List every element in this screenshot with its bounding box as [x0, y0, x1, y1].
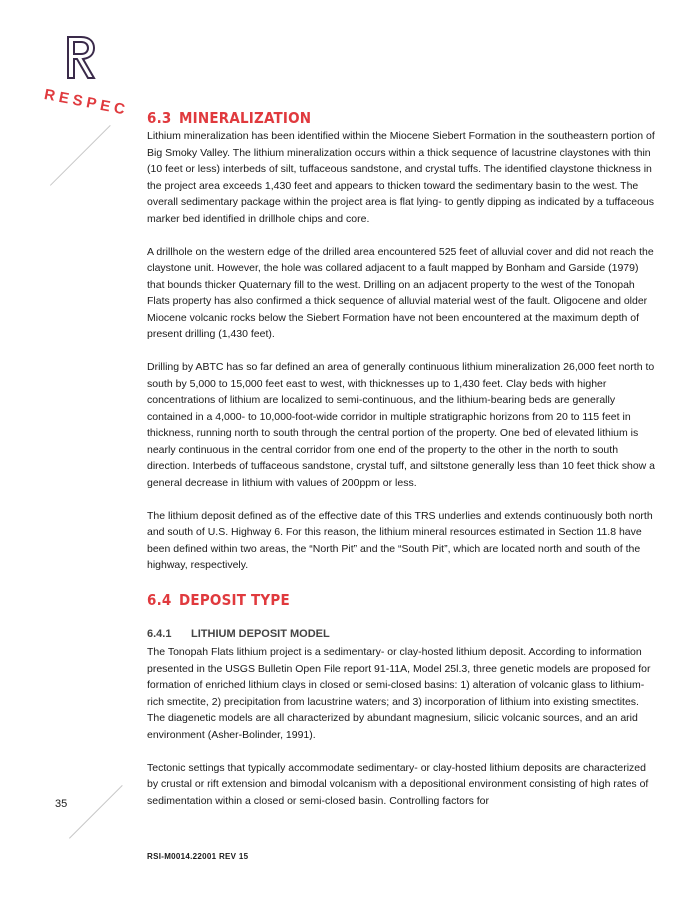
section-heading-deposit-type: 6.4 DEPOSIT TYPE	[147, 591, 290, 609]
paragraph: The Tonopah Flats lithium project is a sedimentary- or clay-hosted lithium deposit. According to information presented in the USGS Bulletin Open File report 91-11A, Model 25l.3, three genetic models are proposed for formation of enriched lithium clays in closed or semi-closed basins: 1) alteration of volcanic glass to lithium-rich smectite, 2) precipitation from lacustrine waters; and 3) incorporation of lithium into existing smectites. The diagenetic models are all characterized by abundant magnesium, silicic volcanic sources, and an arid environment (Asher-Bolinder, 1991).	[147, 646, 651, 741]
decorative-line	[69, 785, 123, 839]
page-number: 35	[55, 798, 68, 810]
paragraph: Lithium mineralization has been identified within the Miocene Siebert Formation in the southeastern portion of Big Smoky Valley. The lithium mineralization occurs within a thick sequence of lacustrine claystones with thin (10 feet or less) interbeds of silt, tuffaceous sandstone, and crystal tuffs. The identified claystone thickness in the project area exceeds 1,430 feet and appears to thicken toward the sedimentary basin to the west. The overall sedimentary package within the project area is flat lying- to gently dipping as indicated by a tuffaceous marker bed identified in drillhole chips and core.	[147, 130, 655, 225]
paragraph: Drilling by ABTC has so far defined an area of generally continuous lithium mineralization 26,000 feet north to south by 5,000 to 15,000 feet east to west, with thicknesses up to 1,430 feet. Clay beds with higher concentrations of lithium are localized to semi-continuous, and the lithium-bearing beds are generally contained in a 4,000- to 10,000-foot-wide corridor in multiple stratigraphic horizons from 20 to 115 feet in thickness, running north to south through the central portion of the property. One bed of elevated lithium is nearly continuous in the central corridor from one end of the property to the other in the north to south direction. Interbeds of tuffaceous sandstone, crystal tuff, and siltstone generally less than 10 feet thick show a general decrease in lithium with values of 200ppm or less.	[147, 361, 655, 489]
respec-logo	[42, 34, 131, 124]
section-heading-mineralization: 6.3 MINERALIZATION	[147, 109, 312, 127]
paragraph: The lithium deposit defined as of the effective date of this TRS underlies and extends continuously both north and south of U.S. Highway 6. For this reason, the lithium mineral resources estimated in Section 11.8 have been defined within two areas, the “North Pit” and the “South Pit”, which are located north and south of the highway, respectively.	[147, 509, 653, 571]
paragraph: Tectonic settings that typically accommodate sedimentary- or clay-hosted lithium deposits are characterized by crustal or rift extension and bimodal volcanism with a depositional environment consisting of high rates of sedimentation within a closed or semi-closed basin. Controlling factors for	[147, 761, 649, 807]
r-mark-icon	[64, 34, 98, 80]
subsection-heading: 6.4.1 LITHIUM DEPOSIT MODEL	[147, 628, 330, 640]
page-content	[147, 108, 657, 826]
footer-doc-id: RSI-M0014.22001 REV 15	[147, 852, 249, 861]
decorative-line	[50, 125, 111, 186]
logo-wordmark: RESPEC	[42, 86, 131, 120]
paragraph: A drillhole on the western edge of the drilled area encountered 525 feet of alluvial cover and did not reach the claystone unit. However, the hole was collared adjacent to a fault mapped by Bonham and Garside (1979) that bounds thicker Quaternary fill to the west. Drilling on an adjacent property to the west of the Tonopah Flats property has also confirmed a thick sequence of alluvial material west of the fault. Oligocene and older Miocene volcanic rocks below the Siebert Formation have not been encountered at the maximum depth of present drilling (1,430 feet).	[147, 245, 654, 340]
